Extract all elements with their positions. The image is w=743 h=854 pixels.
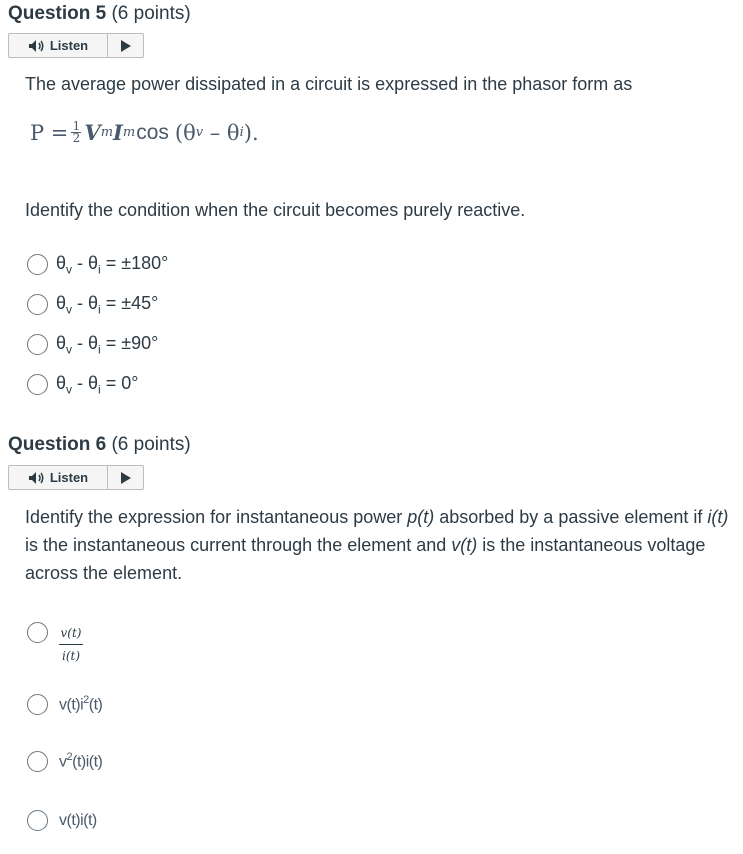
question-5-question: Identify the condition when the circuit becomes purely reactive. [25,200,526,220]
option-label: $\theta_v - \theta_i = \pm 45^\circ$ [56,293,159,317]
radio-button[interactable] [27,751,48,772]
question-5-option-1[interactable] [27,253,168,277]
question-6-option-4[interactable] [27,810,97,831]
option-label: $v(t)i^2(t)$ [59,694,103,714]
question-5-points: (6 points) [111,3,191,24]
radio-button[interactable] [27,254,48,275]
speaker-icon [28,39,46,53]
option-label: $\theta_v - \theta_i = \pm 90^\circ$ [56,333,159,357]
question-5-header [8,3,191,25]
question-6-title: Question 6 [8,434,107,455]
question-6-play-button[interactable] [108,466,143,489]
question-6-header [8,434,191,456]
option-label: $v^2(t)i(t)$ [59,751,103,771]
option-label: $\theta_v - \theta_i = 0^\circ$ [56,373,139,397]
radio-button[interactable] [27,810,48,831]
radio-button[interactable] [27,694,48,715]
radio-button[interactable] [27,294,48,315]
option-fraction: $\frac{v(t)}{i(t)}$ [60,626,82,663]
question-5-option-4[interactable] [27,373,138,397]
question-6-prompt: Identify the expression for instantaneous power p(t) absorbed by a passive element if i(t) is the instantaneous current through the element and v(t) is the instantaneous voltage across the element. [25,507,729,583]
question-5-listen-label: Listen [49,38,89,53]
question-6-option-1[interactable] [27,614,83,663]
option-label: v(t)i(t) [59,811,97,829]
question-5-prompt: The average power dissipated in a circuit is expressed in the phasor form as [25,74,633,94]
question-5-listen-button[interactable] [9,34,108,57]
average-power-formula: P = $\frac{1}{2}$ V m I m cos (θ v – θ i ). [30,119,259,145]
question-5-title: Question 5 [8,3,107,24]
question-5-option-3[interactable] [27,333,158,357]
play-icon [120,40,132,52]
question-6-option-2[interactable] [27,694,102,715]
radio-button[interactable] [27,622,48,643]
speaker-icon [28,471,46,485]
question-6-points: (6 points) [111,434,191,455]
play-icon [120,472,132,484]
question-6-listen-bar [8,465,144,490]
radio-button[interactable] [27,374,48,395]
question-5-listen-bar [8,33,144,58]
question-6-listen-label: Listen [49,470,89,485]
question-6-option-3[interactable] [27,751,102,772]
question-6-listen-button[interactable] [9,466,108,489]
question-5-option-2[interactable] [27,293,158,317]
option-label: $\theta_v - \theta_i = \pm 180^\circ$ [56,253,169,277]
radio-button[interactable] [27,334,48,355]
question-5-play-button[interactable] [108,34,143,57]
